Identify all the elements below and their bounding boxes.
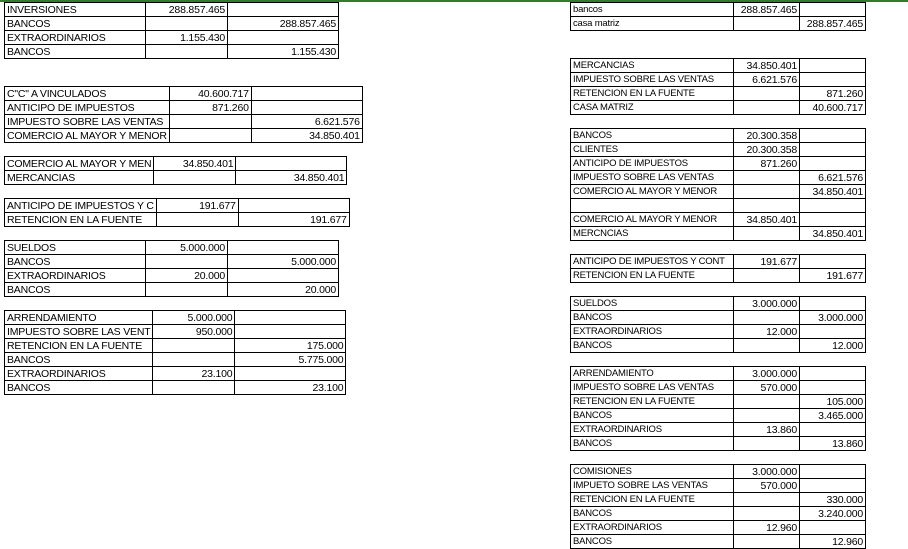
credit-cell[interactable]: 105.000: [800, 395, 866, 409]
entry-row: [5, 17, 339, 31]
entry-row: [571, 381, 866, 395]
credit-cell[interactable]: [800, 479, 866, 493]
debit-cell[interactable]: [734, 311, 800, 325]
credit-cell[interactable]: [800, 199, 866, 213]
credit-cell[interactable]: 34.850.401: [236, 171, 347, 185]
entry-row: [571, 227, 866, 241]
debit-cell[interactable]: 5.000.000: [146, 241, 228, 255]
credit-cell[interactable]: [251, 101, 362, 115]
account-cell[interactable]: SUELDOS: [571, 297, 734, 311]
account-cell[interactable]: EXTRAORDINARIOS: [571, 521, 734, 535]
account-cell[interactable]: bancos: [571, 3, 734, 17]
credit-cell[interactable]: [800, 465, 866, 479]
credit-cell[interactable]: [800, 59, 866, 73]
account-cell[interactable]: BANCOS: [571, 129, 734, 143]
account-cell[interactable]: ARRENDAMIENTO: [5, 311, 153, 325]
credit-cell[interactable]: 5.775.000: [235, 353, 346, 367]
account-cell[interactable]: RETENCION EN LA FUENTE: [571, 87, 734, 101]
credit-cell[interactable]: 191.677: [238, 213, 349, 227]
entry-row: [5, 339, 346, 353]
debit-cell[interactable]: [169, 129, 251, 143]
account-cell[interactable]: IMPUESTO SOBRE LAS VENT: [5, 325, 153, 339]
credit-cell[interactable]: [236, 157, 347, 171]
debit-cell[interactable]: 12.000: [734, 325, 800, 339]
left-journal-entry: [4, 198, 350, 227]
entry-row: [5, 87, 363, 101]
entry-row: [5, 283, 339, 297]
entry-row: [571, 325, 866, 339]
debit-cell[interactable]: [734, 409, 800, 423]
account-cell[interactable]: BANCOS: [5, 255, 146, 269]
credit-cell[interactable]: [228, 3, 339, 17]
debit-cell[interactable]: [146, 255, 228, 269]
credit-cell[interactable]: 12.000: [800, 339, 866, 353]
entry-row: [571, 129, 866, 143]
account-cell[interactable]: BANCOS: [571, 339, 734, 353]
account-cell[interactable]: ANTICIPO DE IMPUESTOS: [5, 101, 170, 115]
debit-cell[interactable]: [153, 339, 235, 353]
account-cell[interactable]: RETENCION EN LA FUENTE: [5, 339, 153, 353]
entry-row: [5, 255, 339, 269]
entry-row: [5, 45, 339, 59]
credit-cell[interactable]: 6.621.576: [251, 115, 362, 129]
account-cell[interactable]: BANCOS: [5, 45, 146, 59]
left-journal-entry: [4, 240, 339, 297]
account-cell[interactable]: COMISIONES: [571, 465, 734, 479]
debit-cell[interactable]: 3.000.000: [734, 465, 800, 479]
right-journal-entry: [570, 464, 866, 549]
credit-cell[interactable]: [800, 213, 866, 227]
account-cell[interactable]: RETENCION EN LA FUENTE: [571, 493, 734, 507]
account-cell[interactable]: COMERCIO AL MAYOR Y MENOR: [571, 185, 734, 199]
entry-row: [571, 437, 866, 451]
entry-row: [571, 3, 866, 17]
entry-row: [5, 3, 339, 17]
debit-cell[interactable]: 5.000.000: [153, 311, 235, 325]
credit-cell[interactable]: [800, 423, 866, 437]
credit-cell[interactable]: [251, 87, 362, 101]
credit-cell[interactable]: [800, 3, 866, 17]
debit-cell[interactable]: 288.857.465: [734, 3, 800, 17]
credit-cell[interactable]: 23.100: [235, 381, 346, 395]
debit-cell[interactable]: 6.621.576: [734, 73, 800, 87]
debit-cell[interactable]: [734, 199, 800, 213]
account-cell[interactable]: SUELDOS: [5, 241, 146, 255]
debit-cell[interactable]: 34.850.401: [734, 213, 800, 227]
debit-cell[interactable]: [734, 269, 800, 283]
account-cell[interactable]: casa matriz: [571, 17, 734, 31]
account-cell[interactable]: EXTRAORDINARIOS: [5, 269, 146, 283]
account-cell[interactable]: RETENCION EN LA FUENTE: [571, 269, 734, 283]
entry-row: [5, 381, 346, 395]
credit-cell[interactable]: 34.850.401: [800, 185, 866, 199]
account-cell[interactable]: BANCOS: [5, 353, 153, 367]
entry-row: [5, 241, 339, 255]
credit-cell[interactable]: 3.465.000: [800, 409, 866, 423]
credit-cell[interactable]: [800, 367, 866, 381]
account-cell[interactable]: BANCOS: [5, 17, 146, 31]
left-journal-entry: [4, 86, 363, 143]
account-cell[interactable]: IMPUESTO SOBRE LAS VENTAS: [5, 115, 170, 129]
debit-cell[interactable]: 23.100: [153, 367, 235, 381]
account-cell[interactable]: RETENCION EN LA FUENTE: [5, 213, 157, 227]
credit-cell[interactable]: [800, 255, 866, 269]
account-cell[interactable]: IMPUETO SOBRE LAS VENTAS: [571, 479, 734, 493]
credit-cell[interactable]: 3.000.000: [800, 311, 866, 325]
debit-cell[interactable]: [734, 535, 800, 549]
debit-cell[interactable]: 288.857.465: [146, 3, 228, 17]
credit-cell[interactable]: [800, 381, 866, 395]
debit-cell[interactable]: 13.860: [734, 423, 800, 437]
account-cell[interactable]: IMPUESTO SOBRE LAS VENTAS: [571, 73, 734, 87]
account-cell[interactable]: BANCOS: [571, 437, 734, 451]
account-cell[interactable]: RETENCION EN LA FUENTE: [571, 395, 734, 409]
entry-row: [571, 269, 866, 283]
debit-cell[interactable]: [146, 45, 228, 59]
debit-cell[interactable]: [734, 395, 800, 409]
debit-cell[interactable]: 40.600.717: [169, 87, 251, 101]
credit-cell[interactable]: [800, 325, 866, 339]
entry-row: [571, 535, 866, 549]
entry-row: [571, 87, 866, 101]
entry-row: [571, 255, 866, 269]
debit-cell[interactable]: [146, 17, 228, 31]
account-cell[interactable]: ARRENDAMIENTO: [571, 367, 734, 381]
account-cell[interactable]: CASA MATRIZ: [571, 101, 734, 115]
debit-cell[interactable]: 871.260: [169, 101, 251, 115]
debit-cell[interactable]: [734, 339, 800, 353]
entry-row: [5, 129, 363, 143]
entry-row: [571, 199, 866, 213]
debit-cell[interactable]: 570.000: [734, 479, 800, 493]
debit-cell[interactable]: 3.000.000: [734, 297, 800, 311]
account-cell[interactable]: INVERSIONES: [5, 3, 146, 17]
credit-cell[interactable]: [800, 297, 866, 311]
account-cell[interactable]: MERCANCIAS: [5, 171, 154, 185]
entry-row: [571, 465, 866, 479]
account-cell[interactable]: C"C" A VINCULADOS: [5, 87, 170, 101]
account-cell[interactable]: EXTRAORDINARIOS: [5, 367, 153, 381]
entry-row: [571, 101, 866, 115]
account-cell[interactable]: ANTICIPO DE IMPUESTOS Y CONT: [571, 255, 734, 269]
left-journal-entry: [4, 310, 346, 395]
entry-row: [571, 59, 866, 73]
entry-row: [571, 521, 866, 535]
credit-cell[interactable]: 3.240.000: [800, 507, 866, 521]
credit-cell[interactable]: [228, 269, 339, 283]
credit-cell[interactable]: [235, 325, 346, 339]
account-cell[interactable]: BANCOS: [571, 535, 734, 549]
debit-cell[interactable]: 191.677: [156, 199, 238, 213]
debit-cell[interactable]: 570.000: [734, 381, 800, 395]
debit-cell[interactable]: [734, 437, 800, 451]
entry-row: [571, 339, 866, 353]
account-cell[interactable]: EXTRAORDINARIOS: [571, 325, 734, 339]
entry-row: [571, 185, 866, 199]
entry-row: [571, 507, 866, 521]
credit-cell[interactable]: [800, 157, 866, 171]
entry-row: [5, 199, 350, 213]
debit-cell[interactable]: [734, 493, 800, 507]
debit-cell[interactable]: [154, 171, 236, 185]
debit-cell[interactable]: 3.000.000: [734, 367, 800, 381]
credit-cell[interactable]: 12.960: [800, 535, 866, 549]
entry-row: [5, 115, 363, 129]
entry-row: [5, 367, 346, 381]
account-cell[interactable]: BANCOS: [571, 507, 734, 521]
entry-row: [571, 311, 866, 325]
debit-cell[interactable]: 950.000: [153, 325, 235, 339]
left-journal-entry: [4, 2, 339, 59]
credit-cell[interactable]: [235, 367, 346, 381]
credit-cell[interactable]: 871.260: [800, 87, 866, 101]
account-cell[interactable]: [571, 199, 734, 213]
credit-cell[interactable]: 1.155.430: [228, 45, 339, 59]
account-cell[interactable]: CLIENTES: [571, 143, 734, 157]
right-journal-entry: [570, 58, 866, 115]
debit-cell[interactable]: [169, 115, 251, 129]
entry-row: [5, 171, 347, 185]
credit-cell[interactable]: 288.857.465: [800, 17, 866, 31]
debit-cell[interactable]: [153, 381, 235, 395]
credit-cell[interactable]: 175.000: [235, 339, 346, 353]
entry-row: [5, 31, 339, 45]
credit-cell[interactable]: [800, 521, 866, 535]
entry-row: [571, 213, 866, 227]
entry-row: [5, 101, 363, 115]
right-journal-entry: [570, 254, 866, 283]
debit-cell[interactable]: [156, 213, 238, 227]
credit-cell[interactable]: [800, 129, 866, 143]
account-cell[interactable]: IMPUESTO SOBRE LAS VENTAS: [571, 381, 734, 395]
account-cell[interactable]: EXTRAORDINARIOS: [5, 31, 146, 45]
debit-cell[interactable]: 20.000: [146, 269, 228, 283]
account-cell[interactable]: MERCANCIAS: [571, 59, 734, 73]
credit-cell[interactable]: 34.850.401: [251, 129, 362, 143]
debit-cell[interactable]: 1.155.430: [146, 31, 228, 45]
entry-row: [571, 367, 866, 381]
credit-cell[interactable]: 5.000.000: [228, 255, 339, 269]
entry-row: [571, 297, 866, 311]
account-cell[interactable]: BANCOS: [571, 311, 734, 325]
account-cell[interactable]: ANTICIPO DE IMPUESTOS Y C: [5, 199, 157, 213]
credit-cell[interactable]: [800, 143, 866, 157]
account-cell[interactable]: MERCNCIAS: [571, 227, 734, 241]
debit-cell[interactable]: 12.960: [734, 521, 800, 535]
debit-cell[interactable]: 34.850.401: [734, 59, 800, 73]
account-cell[interactable]: ANTICIPO DE IMPUESTOS: [571, 157, 734, 171]
debit-cell[interactable]: 20.300.358: [734, 143, 800, 157]
credit-cell[interactable]: 13.860: [800, 437, 866, 451]
debit-cell[interactable]: 34.850.401: [154, 157, 236, 171]
account-cell[interactable]: IMPUESTO SOBRE LAS VENTAS: [571, 171, 734, 185]
debit-cell[interactable]: [734, 17, 800, 31]
account-cell[interactable]: COMERCIO AL MAYOR Y MENOR: [571, 213, 734, 227]
entry-row: [571, 493, 866, 507]
credit-cell[interactable]: 34.850.401: [800, 227, 866, 241]
entry-row: [571, 171, 866, 185]
entry-row: [5, 269, 339, 283]
entry-row: [571, 423, 866, 437]
account-cell[interactable]: COMERCIO AL MAYOR Y MEN: [5, 157, 154, 171]
entry-row: [571, 73, 866, 87]
debit-cell[interactable]: [734, 507, 800, 521]
entry-row: [5, 157, 347, 171]
entry-row: [5, 311, 346, 325]
credit-cell[interactable]: [800, 73, 866, 87]
debit-cell[interactable]: [734, 185, 800, 199]
account-cell[interactable]: BANCOS: [5, 283, 146, 297]
account-cell[interactable]: BANCOS: [571, 409, 734, 423]
entry-row: [5, 353, 346, 367]
credit-cell[interactable]: 20.000: [228, 283, 339, 297]
entry-row: [5, 213, 350, 227]
credit-cell[interactable]: [238, 199, 349, 213]
right-journal-entry: [570, 128, 866, 241]
credit-cell[interactable]: 40.600.717: [800, 101, 866, 115]
debit-cell[interactable]: [734, 227, 800, 241]
debit-cell[interactable]: 871.260: [734, 157, 800, 171]
entry-row: [571, 143, 866, 157]
right-journal-entry: [570, 2, 866, 31]
entry-row: [571, 157, 866, 171]
debit-cell[interactable]: [734, 101, 800, 115]
right-journal-entry: [570, 366, 866, 451]
account-cell[interactable]: EXTRAORDINARIOS: [571, 423, 734, 437]
credit-cell[interactable]: 191.677: [800, 269, 866, 283]
entry-row: [571, 17, 866, 31]
debit-cell[interactable]: [146, 283, 228, 297]
debit-cell[interactable]: 191.677: [734, 255, 800, 269]
account-cell[interactable]: BANCOS: [5, 381, 153, 395]
left-journal-entry: [4, 156, 347, 185]
debit-cell[interactable]: [734, 87, 800, 101]
credit-cell[interactable]: [228, 241, 339, 255]
entry-row: [571, 409, 866, 423]
debit-cell[interactable]: 20.300.358: [734, 129, 800, 143]
entry-row: [571, 479, 866, 493]
credit-cell[interactable]: 6.621.576: [800, 171, 866, 185]
right-journal-entry: [570, 296, 866, 353]
debit-cell[interactable]: [734, 171, 800, 185]
credit-cell[interactable]: [235, 311, 346, 325]
debit-cell[interactable]: [153, 353, 235, 367]
credit-cell[interactable]: 288.857.465: [228, 17, 339, 31]
entry-row: [5, 325, 346, 339]
credit-cell[interactable]: 330.000: [800, 493, 866, 507]
account-cell[interactable]: COMERCIO AL MAYOR Y MENOR: [5, 129, 170, 143]
entry-row: [571, 395, 866, 409]
credit-cell[interactable]: [228, 31, 339, 45]
